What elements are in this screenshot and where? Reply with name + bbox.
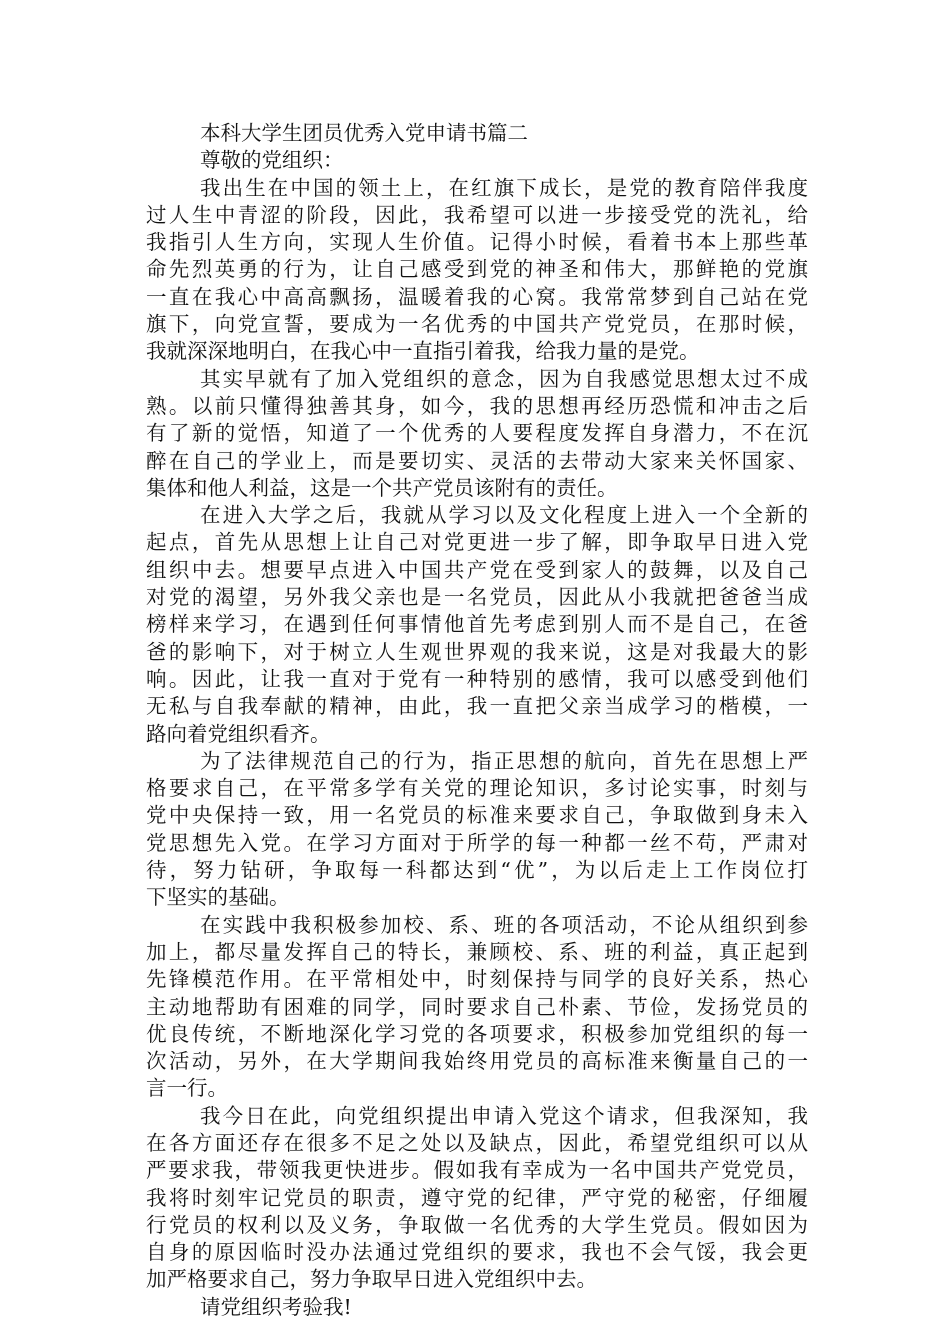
paragraph-line: 过人生中青涩的阶段，因此，我希望可以进一步接受党的洗礼，给 — [146, 202, 808, 227]
paragraph-line: 严要求我，带领我更快进步。假如我有幸成为一名中国共产党党员， — [146, 1158, 808, 1183]
paragraph-line: 加严格要求自己，努力争取早日进入党组织中去。 — [146, 1267, 597, 1292]
paragraph-line: 命先烈英勇的行为，让自己感受到党的神圣和伟大，那鲜艳的党旗 — [146, 257, 808, 282]
closing-line: 请党组织考验我! — [200, 1294, 352, 1319]
paragraph-line: 熟。以前只懂得独善其身，如今，我的思想再经历恐慌和冲击之后 — [146, 393, 808, 418]
paragraph-line: 先锋模范作用。在平常相处中，时刻保持与同学的良好关系，热心 — [146, 967, 808, 992]
paragraph-line: 下坚实的基础。 — [146, 885, 290, 910]
paragraph-line: 我今日在此，向党组织提出申请入党这个请求，但我深知，我 — [200, 1103, 808, 1128]
paragraph-line: 在实践中我积极参加校、系、班的各项活动，不论从组织到参 — [200, 912, 808, 937]
paragraph-line: 待，努力钻研，争取每一科都达到“优”，为以后走上工作岗位打 — [146, 858, 808, 883]
paragraph-line: 路向着党组织看齐。 — [146, 721, 331, 746]
paragraph-line: 主动地帮助有困难的同学，同时要求自己朴素、节俭，发扬党员的 — [146, 994, 808, 1019]
paragraph-line: 我指引人生方向，实现人生价值。记得小时候，看着书本上那些革 — [146, 230, 808, 255]
paragraph-line: 响。因此，让我一直对于党有一种特别的感情，我可以感受到他们 — [146, 666, 808, 691]
paragraph-line: 格要求自己，在平常多学有关党的理论知识，多讨论实事，时刻与 — [146, 776, 808, 801]
paragraph-line: 其实早就有了加入党组织的意念，因为自我感觉思想太过不成 — [200, 366, 808, 391]
paragraph-line: 我出生在中国的领土上，在红旗下成长，是党的教育陪伴我度 — [200, 175, 808, 200]
salutation: 尊敬的党组织： — [200, 148, 344, 173]
paragraph-line: 对党的渴望，另外我父亲也是一名党员，因此从小我就把爸爸当成 — [146, 585, 808, 610]
paragraph-line: 榜样来学习，在遇到任何事情他首先考虑到别人而不是自己，在爸 — [146, 612, 808, 637]
paragraph-line: 次活动，另外，在大学期间我始终用党员的高标准来衡量自己的一 — [146, 1049, 808, 1074]
paragraph-line: 党思想先入党。在学习方面对于所学的每一种都一丝不苟，严肃对 — [146, 830, 808, 855]
document-title: 本科大学生团员优秀入党申请书篇二 — [200, 121, 528, 145]
paragraph-line: 在进入大学之后，我就从学习以及文化程度上进入一个全新的 — [200, 503, 808, 528]
paragraph-line: 旗下，向党宣誓，要成为一名优秀的中国共产党党员，在那时候， — [146, 312, 808, 337]
paragraph-line: 醉在自己的学业上，而是要切实、灵活的去带动大家来关怀国家、 — [146, 448, 808, 473]
paragraph-line: 行党员的权利以及义务，争取做一名优秀的大学生党员。假如因为 — [146, 1212, 808, 1237]
paragraph-line: 爸的影响下，对于树立人生观世界观的我来说，这是对我最大的影 — [146, 639, 808, 664]
paragraph-line: 自身的原因临时没办法通过党组织的要求，我也不会气馁，我会更 — [146, 1240, 808, 1265]
paragraph-line: 集体和他人利益，这是一个共产党员该附有的责任。 — [146, 475, 618, 500]
document-body — [146, 120, 808, 1321]
paragraph-line: 无私与自我奉献的精神，由此，我一直把父亲当成学习的楷模，一 — [146, 694, 808, 719]
paragraph-line: 一直在我心中高高飘扬，温暖着我的心窝。我常常梦到自己站在党 — [146, 284, 808, 309]
paragraph-line: 起点，首先从思想上让自己对党更进一步了解，即争取早日进入党 — [146, 530, 808, 555]
paragraph-line: 党中央保持一致，用一名党员的标准来要求自己，争取做到身未入 — [146, 803, 808, 828]
paragraph-line: 加上，都尽量发挥自己的特长，兼顾校、系、班的利益，真正起到 — [146, 939, 808, 964]
paragraph-line: 为了法律规范自己的行为，指正思想的航向，首先在思想上严 — [200, 748, 808, 773]
paragraph-line: 组织中去。想要早点进入中国共产党在受到家人的鼓舞，以及自己 — [146, 557, 808, 582]
paragraph-line: 我将时刻牢记党员的职责，遵守党的纪律，严守党的秘密，仔细履 — [146, 1185, 808, 1210]
paragraph-line: 我就深深地明白，在我心中一直指引着我，给我力量的是党。 — [146, 339, 700, 364]
paragraph-line: 言一行。 — [146, 1076, 228, 1101]
paragraph-line: 有了新的觉悟，知道了一个优秀的人要程度发挥自身潜力，不在沉 — [146, 421, 808, 446]
paragraph-line: 优良传统，不断地深化学习党的各项要求，积极参加党组织的每一 — [146, 1021, 808, 1046]
paragraph-line: 在各方面还存在很多不足之处以及缺点，因此，希望党组织可以从 — [146, 1130, 808, 1155]
